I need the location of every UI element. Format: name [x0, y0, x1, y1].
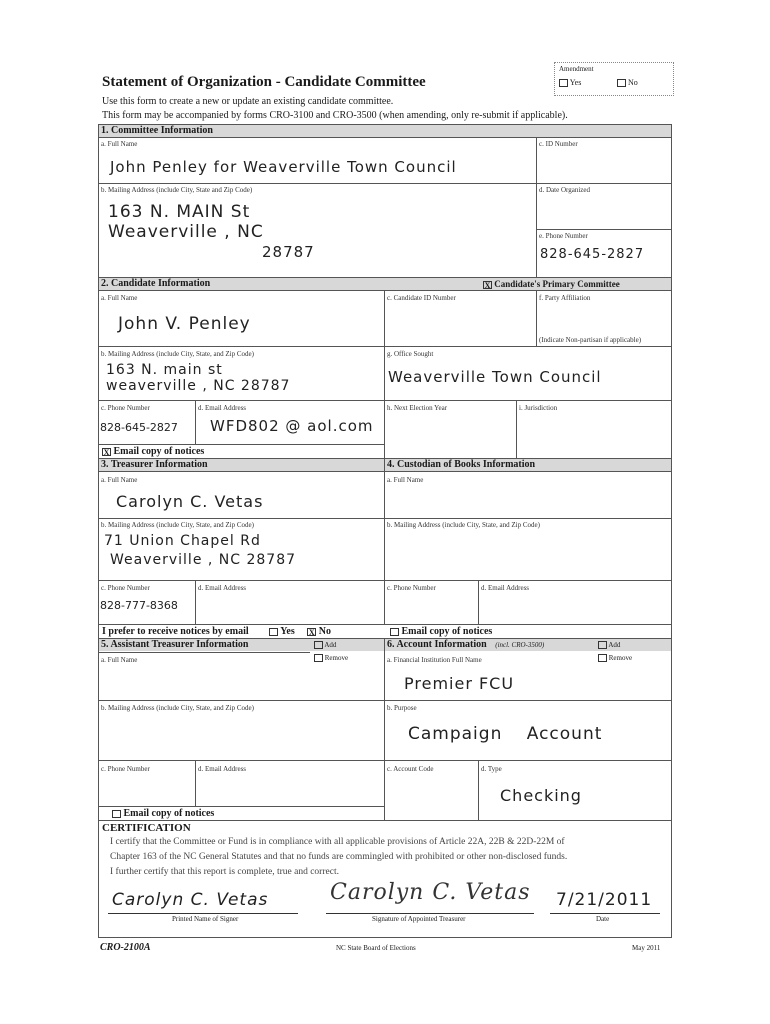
s2-full-name-value[interactable]: John V. Penley	[118, 314, 251, 334]
s2-mailing-label: b. Mailing Address (include City, State, and Zip Code)	[101, 350, 254, 358]
s5-email-notices[interactable]	[112, 808, 214, 819]
primary-committee[interactable]	[483, 278, 620, 290]
s5-full-name-label: a. Full Name	[101, 656, 138, 664]
cert-header: CERTIFICATION	[102, 822, 191, 834]
s5-add-label: Add	[324, 641, 337, 649]
s2-email-notices-label: Email copy of notices	[113, 446, 205, 457]
s4-email-notices[interactable]	[390, 626, 492, 637]
s1-full-name-label: a. Full Name	[101, 140, 138, 148]
amendment-yes[interactable]	[559, 78, 581, 87]
s2-office-value[interactable]: Weaverville Town Council	[388, 368, 602, 386]
s2-party-note: (Indicate Non-partisan if applicable)	[539, 336, 642, 344]
s3-full-name-label: a. Full Name	[101, 476, 138, 484]
section-2-header	[99, 278, 671, 290]
s5-mailing-label: b. Mailing Address (include City, State, and Zip Code)	[101, 704, 254, 712]
s3-full-name-value[interactable]: Carolyn C. Vetas	[116, 492, 264, 511]
s5-remove[interactable]	[314, 654, 348, 662]
s2-phone-label: c. Phone Number	[101, 404, 150, 412]
amendment-no-label: No	[628, 78, 638, 87]
s2-cand-id-label: c. Candidate ID Number	[387, 294, 456, 302]
s3-phone-value[interactable]: 828-777-8368	[100, 599, 178, 612]
amendment-box	[554, 62, 674, 96]
prefer-email-yes-checkbox[interactable]	[269, 628, 278, 636]
prefer-email-no-checkbox[interactable]: X	[308, 627, 315, 637]
s6-incl-note: (incl. CRO-3500)	[495, 641, 545, 649]
prefer-email-yes-label: Yes	[280, 626, 295, 637]
s4-phone-label: c. Phone Number	[387, 584, 436, 592]
s6-add[interactable]	[598, 641, 620, 649]
signature[interactable]: Carolyn C. Vetas	[330, 880, 531, 905]
s4-email-notices-checkbox[interactable]	[390, 628, 399, 636]
s3-mailing-label: b. Mailing Address (include City, State, and Zip Code)	[101, 521, 254, 529]
s6-code-label: c. Account Code	[387, 765, 434, 773]
prefer-email-no[interactable]	[307, 626, 331, 637]
s5-email-notices-checkbox[interactable]	[112, 810, 121, 818]
s6-inst-value[interactable]: Premier FCU	[404, 674, 515, 693]
footer-form-code: CRO-2100A	[100, 942, 151, 953]
s4-full-name-label: a. Full Name	[387, 476, 424, 484]
s1-addr-line-1[interactable]: 163 N. MAIN St	[108, 202, 251, 222]
s2-email-notices[interactable]	[102, 446, 204, 457]
cert-line-1: I certify that the Committee or Fund is in compliance with all applicable provisions of Article 22A, 22B & 22D-22M of	[110, 837, 565, 847]
s2-addr-line-1[interactable]: 163 N. main st	[106, 362, 223, 378]
s3-phone-label: c. Phone Number	[101, 584, 150, 592]
s3-email-label: d. Email Address	[198, 584, 247, 592]
s1-phone-value[interactable]: 828-645-2827	[540, 247, 645, 262]
s6-add-label: Add	[608, 641, 621, 649]
s2-next-election-label: h. Next Election Year	[387, 404, 448, 412]
s6-add-checkbox[interactable]	[598, 641, 607, 649]
s4-mailing-label: b. Mailing Address (include City, State, and Zip Code)	[387, 521, 540, 529]
s4-email-label: d. Email Address	[481, 584, 530, 592]
s1-mailing-label: b. Mailing Address (include City, State and Zip Code)	[101, 186, 253, 194]
s5-email-notices-label: Email copy of notices	[123, 808, 215, 819]
s2-email-notices-checkbox[interactable]: X	[103, 447, 110, 457]
section-2-title: 2. Candidate Information	[101, 278, 211, 289]
s4-email-notices-label: Email copy of notices	[401, 626, 493, 637]
s3-addr-line-1[interactable]: 71 Union Chapel Rd	[104, 533, 261, 549]
s6-type-label: d. Type	[481, 765, 502, 773]
s2-jurisdiction-label: i. Jurisdiction	[519, 404, 558, 412]
footer-agency: NC State Board of Elections	[336, 944, 416, 952]
printed-name-value[interactable]: Carolyn C. Vetas	[112, 890, 269, 910]
s5-remove-label: Remove	[324, 654, 349, 662]
form-subtitle-2: This form may be accompanied by forms CRO-3100 and CRO-3500 (when amending, only re-submit if applicable).	[102, 110, 568, 121]
s2-phone-value[interactable]: 828-645-2827	[100, 421, 178, 434]
s2-party-label: f. Party Affiliation	[539, 294, 591, 302]
section-4-header: 4. Custodian of Books Information	[385, 459, 671, 471]
cert-date-value[interactable]: 7/21/2011	[556, 890, 653, 910]
s2-email-label: d. Email Address	[198, 404, 247, 412]
amendment-no-checkbox[interactable]	[617, 79, 626, 87]
s6-inst-label: a. Financial Institution Full Name	[387, 656, 482, 664]
s5-phone-label: c. Phone Number	[101, 765, 150, 773]
section-1-header: 1. Committee Information	[99, 125, 671, 137]
s1-date-org-label: d. Date Organized	[539, 186, 590, 194]
s2-full-name-label: a. Full Name	[101, 294, 138, 302]
signature-label: Signature of Appointed Treasurer	[372, 915, 466, 923]
s6-remove-label: Remove	[608, 654, 633, 662]
printed-name-label: Printed Name of Signer	[172, 915, 239, 923]
prefer-email-row	[102, 626, 331, 637]
s5-add-checkbox[interactable]	[314, 641, 323, 649]
s1-addr-line-2[interactable]: Weaverville , NC	[108, 222, 264, 242]
s1-phone-label: e. Phone Number	[539, 232, 588, 240]
form-subtitle-1: Use this form to create a new or update an existing candidate committee.	[102, 96, 394, 107]
s5-email-label: d. Email Address	[198, 765, 247, 773]
s5-add[interactable]	[314, 641, 336, 649]
s2-office-label: g. Office Sought	[387, 350, 434, 358]
footer-date: May 2011	[632, 944, 661, 952]
amendment-yes-label: Yes	[569, 78, 582, 87]
cert-line-2: Chapter 163 of the NC General Statutes and that no funds are commingled with prohibited or other non-disclosed funds.	[110, 852, 568, 862]
s6-type-value[interactable]: Checking	[500, 786, 582, 805]
cert-line-3: I further certify that this report is complete, true and correct.	[110, 867, 339, 877]
amendment-yes-checkbox[interactable]	[559, 79, 568, 87]
prefer-email-no-label: No	[318, 626, 331, 637]
prefer-email-yes[interactable]	[269, 626, 297, 637]
section-5-title: 5. Assistant Treasurer Information	[101, 639, 249, 650]
s3-addr-line-2[interactable]: Weaverville , NC 28787	[110, 552, 297, 568]
s1-id-label: c. ID Number	[539, 140, 578, 148]
s6-purpose-value[interactable]: Campaign Account	[408, 724, 603, 744]
form-title: Statement of Organization - Candidate Committee	[102, 74, 426, 90]
prefer-email-label: I prefer to receive notices by email	[102, 626, 249, 637]
s6-remove-checkbox[interactable]	[598, 654, 607, 662]
section-3-header: 3. Treasurer Information	[99, 459, 384, 471]
primary-committee-label: Candidate's Primary Committee	[494, 279, 620, 289]
section-6-header	[385, 639, 671, 651]
section-6-title: 6. Account Information	[387, 639, 487, 650]
s2-email-value[interactable]: WFD802 @ aol.com	[210, 417, 374, 435]
s2-addr-line-2[interactable]: weaverville , NC 28787	[106, 378, 291, 394]
section-5-header	[99, 639, 384, 651]
s1-addr-line-3[interactable]: 28787	[262, 243, 315, 261]
s6-remove[interactable]	[598, 654, 632, 662]
s1-full-name-value[interactable]: John Penley for Weaverville Town Council	[110, 158, 457, 176]
amendment-no[interactable]	[617, 78, 638, 87]
primary-committee-checkbox[interactable]: X	[484, 280, 491, 290]
amendment-label: Amendment	[559, 65, 594, 73]
s5-remove-checkbox[interactable]	[314, 654, 323, 662]
cert-date-label: Date	[596, 915, 610, 923]
s6-purpose-label: b. Purpose	[387, 704, 417, 712]
